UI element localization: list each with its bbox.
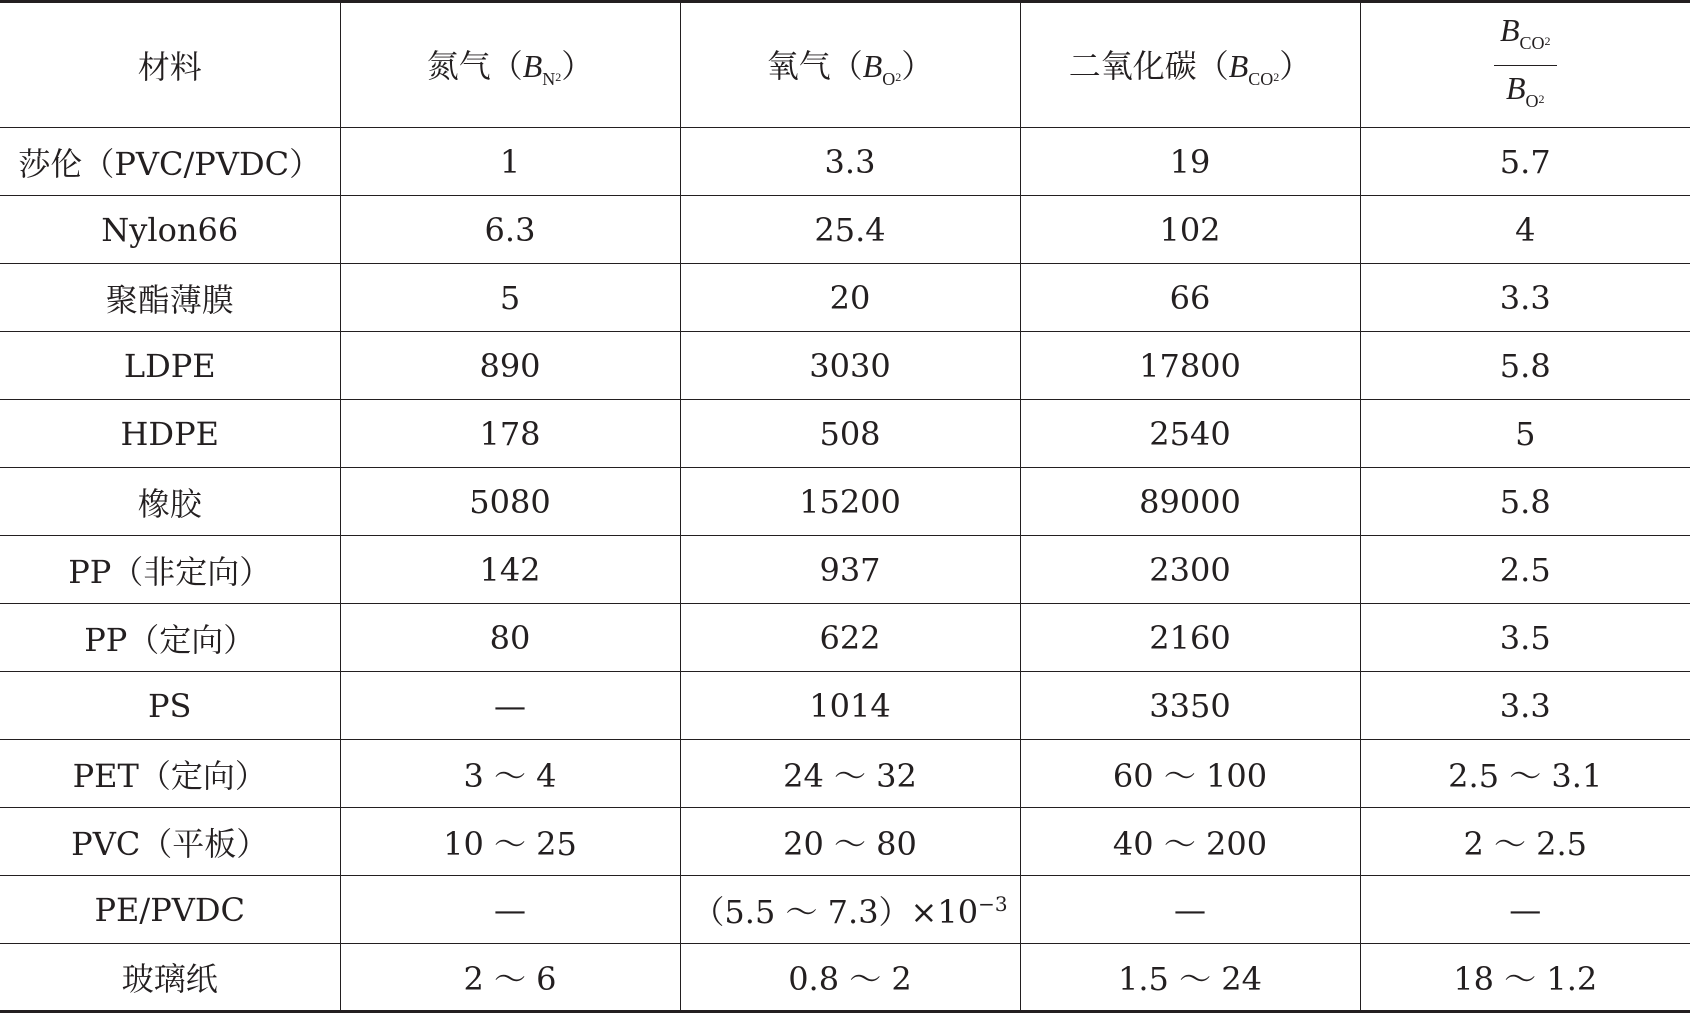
cell-oxygen: 3.3 xyxy=(680,128,1020,196)
ratio-fraction xyxy=(1494,8,1557,123)
cell-oxygen: 622 xyxy=(680,604,1020,672)
cell-carbon-dioxide: 19 xyxy=(1020,128,1360,196)
header-oxygen: 氧气$(B_{O2})$ xyxy=(680,2,1020,128)
cell-co2-o2-ratio: 3.5 xyxy=(1360,604,1690,672)
ratio-numerator: $B_{CO2}$ xyxy=(1494,8,1557,66)
table-row xyxy=(0,128,1690,196)
cell-material: Nylon66 xyxy=(0,196,340,264)
cell-oxygen-value: （5.5 ～ 7.3）×10 xyxy=(692,892,979,931)
cell-oxygen: 0.8 ～ 2 xyxy=(680,944,1020,1012)
cell-carbon-dioxide: 2540 xyxy=(1020,400,1360,468)
cell-co2-o2-ratio: 5.8 xyxy=(1360,332,1690,400)
cell-nitrogen: 80 xyxy=(340,604,680,672)
header-material: 材料 xyxy=(0,2,340,128)
cell-nitrogen: 178 xyxy=(340,400,680,468)
cell-carbon-dioxide: 40 ～ 200 xyxy=(1020,808,1360,876)
cell-carbon-dioxide: 89000 xyxy=(1020,468,1360,536)
cell-oxygen: 24 ～ 32 xyxy=(680,740,1020,808)
cell-co2-o2-ratio: 5 xyxy=(1360,400,1690,468)
table-row xyxy=(0,944,1690,1012)
cell-nitrogen: — xyxy=(340,876,680,944)
cell-co2-o2-ratio: 2 ～ 2.5 xyxy=(1360,808,1690,876)
cell-nitrogen: 3 ～ 4 xyxy=(340,740,680,808)
cell-carbon-dioxide: 3350 xyxy=(1020,672,1360,740)
table-row xyxy=(0,468,1690,536)
table-row xyxy=(0,808,1690,876)
cell-material: 聚酯薄膜 xyxy=(0,264,340,332)
cell-co2-o2-ratio: — xyxy=(1360,876,1690,944)
cell-carbon-dioxide: 102 xyxy=(1020,196,1360,264)
header-nitrogen: 氮气$(B_{N2})$ xyxy=(340,2,680,128)
header-carbon-dioxide: 二氧化碳$(B_{CO2})$ xyxy=(1020,2,1360,128)
cell-nitrogen: 6.3 xyxy=(340,196,680,264)
table-body xyxy=(0,128,1690,1012)
cell-co2-o2-ratio: 4 xyxy=(1360,196,1690,264)
cell-nitrogen: 5080 xyxy=(340,468,680,536)
cell-material: PET（定向） xyxy=(0,740,340,808)
cell-oxygen: 20 ～ 80 xyxy=(680,808,1020,876)
table-row xyxy=(0,740,1690,808)
cell-oxygen-exponent: −3 xyxy=(978,891,1008,916)
table-header-row xyxy=(0,2,1690,128)
ratio-denominator: $B_{O2}$ xyxy=(1505,69,1545,111)
cell-oxygen: 937 xyxy=(680,536,1020,604)
cell-carbon-dioxide: 2300 xyxy=(1020,536,1360,604)
cell-oxygen: 3030 xyxy=(680,332,1020,400)
cell-material: HDPE xyxy=(0,400,340,468)
table-row xyxy=(0,196,1690,264)
cell-nitrogen: 890 xyxy=(340,332,680,400)
cell-carbon-dioxide: 17800 xyxy=(1020,332,1360,400)
cell-carbon-dioxide: — xyxy=(1020,876,1360,944)
cell-material: PP（定向） xyxy=(0,604,340,672)
cell-nitrogen: — xyxy=(340,672,680,740)
table-row xyxy=(0,332,1690,400)
table-row xyxy=(0,876,1690,944)
cell-nitrogen: 2 ～ 6 xyxy=(340,944,680,1012)
header-co2-o2-ratio xyxy=(1360,2,1690,128)
cell-co2-o2-ratio: 3.3 xyxy=(1360,264,1690,332)
cell-carbon-dioxide: 2160 xyxy=(1020,604,1360,672)
cell-oxygen: 1014 xyxy=(680,672,1020,740)
cell-oxygen: 508 xyxy=(680,400,1020,468)
table-row xyxy=(0,400,1690,468)
cell-carbon-dioxide: 1.5 ～ 24 xyxy=(1020,944,1360,1012)
cell-nitrogen: 5 xyxy=(340,264,680,332)
cell-material: 玻璃纸 xyxy=(121,960,218,998)
cell-carbon-dioxide: 66 xyxy=(1020,264,1360,332)
cell-material: PP（非定向） xyxy=(0,536,340,604)
cell-oxygen xyxy=(680,876,1020,944)
cell-co2-o2-ratio: 2.5 ～ 3.1 xyxy=(1360,740,1690,808)
cell-nitrogen: 10 ～ 25 xyxy=(340,808,680,876)
table-row xyxy=(0,264,1690,332)
cell-oxygen: 20 xyxy=(680,264,1020,332)
cell-oxygen: 25.4 xyxy=(680,196,1020,264)
cell-carbon-dioxide: 60 ～ 100 xyxy=(1020,740,1360,808)
cell-nitrogen: 1 xyxy=(340,128,680,196)
table-row xyxy=(0,536,1690,604)
cell-material: LDPE xyxy=(0,332,340,400)
cell-material: 莎伦（PVC/PVDC） xyxy=(0,128,340,196)
table-row xyxy=(0,604,1690,672)
table-row xyxy=(0,672,1690,740)
cell-nitrogen: 142 xyxy=(340,536,680,604)
cell-material: PS xyxy=(0,672,340,740)
cell-material: PVC（平板） xyxy=(0,808,340,876)
cell-co2-o2-ratio: 3.3 xyxy=(1360,672,1690,740)
cell-oxygen: 15200 xyxy=(680,468,1020,536)
cell-co2-o2-ratio: 2.5 xyxy=(1360,536,1690,604)
cell-co2-o2-ratio: 5.7 xyxy=(1360,128,1690,196)
cell-material: PE/PVDC xyxy=(0,876,340,944)
cell-material: 橡胶 xyxy=(0,468,340,536)
cell-co2-o2-ratio: 18 ～ 1.2 xyxy=(1360,944,1690,1012)
cell-co2-o2-ratio: 5.8 xyxy=(1360,468,1690,536)
